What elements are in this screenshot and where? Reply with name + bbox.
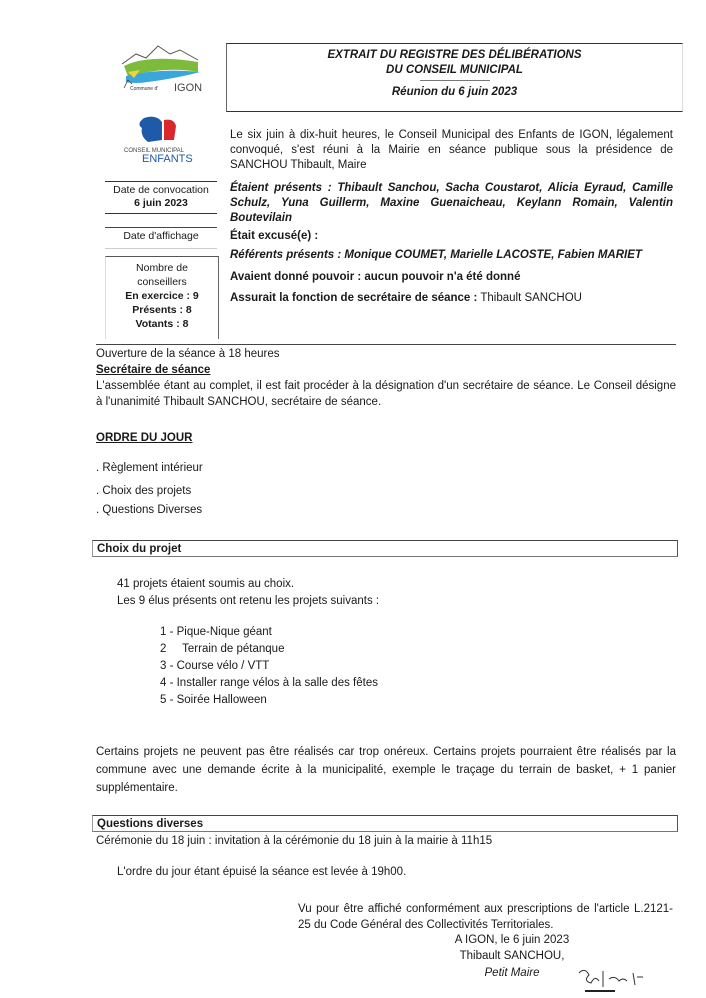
project-item: 3 - Course vélo / VTT (160, 660, 270, 672)
secretaire-heading: Secrétaire de séance (96, 364, 211, 376)
section-divider (96, 344, 676, 345)
presents-names: Thibault Sanchou, Sacha Coustarot, Alicia Eyraud, Camille Schulz, Yuna Guillerm, Maxine Guenaicheau, Keylann Romain, Valentin Boutevilain (230, 182, 673, 224)
signature-place-date: A IGON, le 6 juin 2023 (454, 934, 570, 946)
ordre-du-jour-heading: ORDRE DU JOUR (96, 432, 193, 444)
conseillers-count-box (105, 256, 219, 339)
referents-line: Référents présents : Monique COUMET, Marielle LACOSTE, Fabien MARIET (230, 249, 642, 261)
projets-retenus-line: Les 9 élus présents ont retenu les projets suivants : (117, 595, 380, 607)
project-item: 1 - Pique-Nique géant (160, 626, 272, 638)
affichage-date-box (105, 227, 217, 249)
projets-soumis-line: 41 projets étaient soumis au choix. (117, 578, 295, 590)
title-separator (420, 80, 490, 81)
votants-count: Votants : 8 (135, 318, 189, 330)
agenda-item: . Règlement intérieur (96, 462, 203, 474)
project-item: 5 - Soirée Halloween (160, 694, 267, 706)
svg-text:CONSEIL MUNICIPAL: CONSEIL MUNICIPAL (124, 148, 185, 154)
signature-scribble-icon (575, 965, 650, 995)
projets-note-paragraph: Certains projets ne peuvent pas être réalisés car trop onéreux. Certains projets pourraient être réalisés par la commune avec une demande écrite à la municipalité, exemple le traçage du terrain de basket, + 1 panier supplémentaire. (96, 746, 676, 794)
convocation-label: Date de convocation (113, 184, 209, 196)
choix-intro (117, 576, 379, 610)
affichage-label: Date d'affichage (123, 230, 199, 242)
children-profile-icon (118, 114, 200, 164)
levee-seance-line: L'ordre du jour étant épuisé la séance est levée à 19h00. (117, 866, 407, 878)
ceremonie-line: Cérémonie du 18 juin : invitation à la cérémonie du 18 juin à la mairie à 11h15 (96, 835, 493, 847)
presents-paragraph (230, 181, 673, 226)
en-exercice-count: En exercice : 9 (125, 290, 199, 302)
agenda-item: . Questions Diverses (96, 504, 203, 516)
logo-commune-text: Commune d' (130, 86, 159, 92)
meeting-date: Réunion du 6 juin 2023 (391, 86, 518, 98)
conseillers-label-2: conseillers (137, 276, 187, 288)
svg-text:IGON: IGON (174, 82, 203, 94)
conseil-enfants-logo (118, 114, 200, 164)
presents-count: Présents : 8 (132, 304, 192, 316)
secretaire-function-line (230, 291, 673, 306)
project-item: 4 - Installer range vélos à la salle des fêtes (160, 677, 378, 689)
secretaire-paragraph: L'assemblée étant au complet, il est fait procéder à la désignation d'un secrétaire de séance. Le Conseil désigne à l'unanimité Thibault SANCHOU, secrétaire de séance. (96, 380, 676, 408)
title-line-2: DU CONSEIL MUNICIPAL (386, 64, 523, 76)
excuse-line: Était excusé(e) : (230, 230, 319, 242)
signatory-name: Thibault SANCHOU, (459, 950, 565, 962)
commune-igon-logo (118, 42, 204, 94)
mountain-river-icon (118, 42, 204, 94)
pouvoir-line: Avaient donné pouvoir : aucun pouvoir n'a été donné (230, 271, 521, 283)
handwritten-signature (575, 965, 650, 995)
convocation-date: 6 juin 2023 (134, 197, 188, 209)
questions-diverses-heading: Questions diverses (92, 815, 678, 832)
intro-paragraph: Le six juin à dix-huit heures, le Conseil Municipal des Enfants de IGON, légalement convoqué, s'est réuni à la Mairie en séance publique sous la présidence de SANCHOU Thibault, Maire (230, 129, 673, 171)
signatory-role: Petit Maire (484, 967, 540, 979)
svg-text:ENFANTS: ENFANTS (142, 153, 193, 164)
secretaire-function-label: Assurait la fonction de secrétaire de séance : (230, 292, 478, 304)
header-title-box (226, 43, 683, 112)
conseillers-label-1: Nombre de (136, 262, 188, 274)
secretaire-function-name: Thibault SANCHOU (480, 292, 582, 304)
ouverture-line: Ouverture de la séance à 18 heures (96, 348, 280, 360)
presents-label: Étaient présents : (230, 182, 332, 194)
agenda-item: . Choix des projets (96, 485, 192, 497)
affichage-mention: Vu pour être affiché conformément aux prescriptions de l'article L.2121-25 du Code Général des Collectivités Territoriales. (298, 903, 673, 931)
choix-projet-heading: Choix du projet (92, 540, 678, 557)
title-line-1: EXTRAIT DU REGISTRE DES DÉLIBÉRATIONS (327, 49, 582, 61)
convocation-date-box (105, 181, 217, 214)
project-item: 2 Terrain de pétanque (160, 643, 285, 655)
